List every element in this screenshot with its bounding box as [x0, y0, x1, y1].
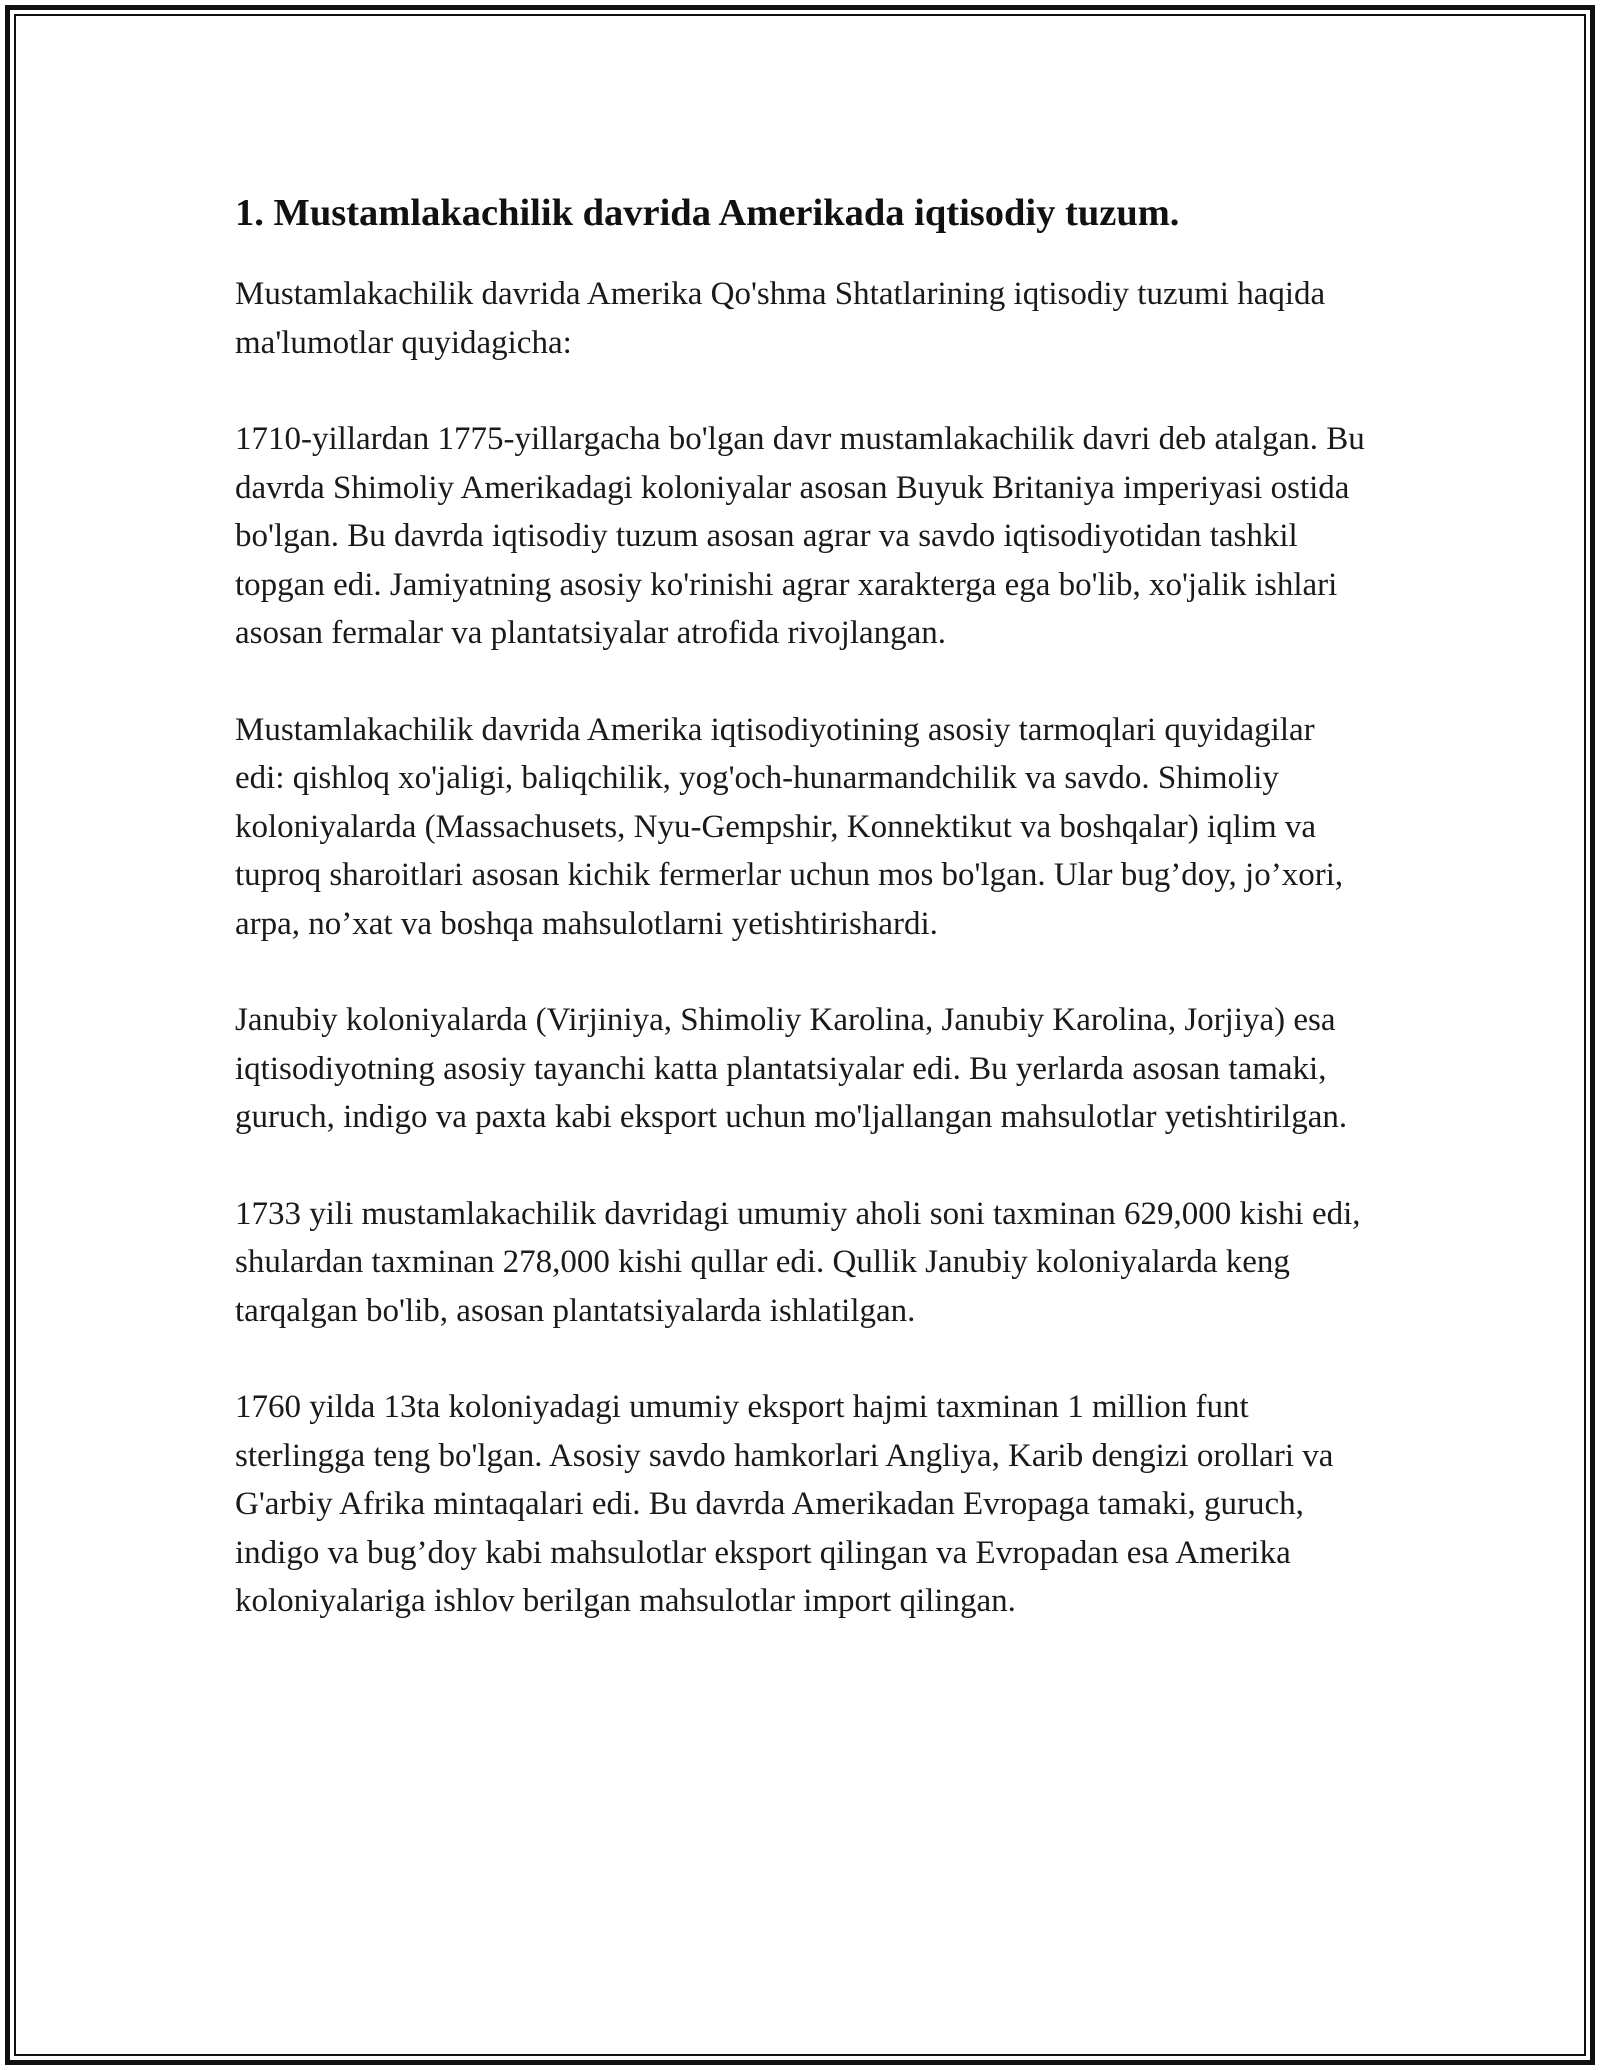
paragraph-population: 1733 yili mustamlakachilik davridagi umumiy aholi soni taxminan 629,000 kishi edi, shulardan taxminan 278,000 kishi qullar edi. Qullik Janubiy koloniyalarda keng tarqalgan bo'lib, asosan plantatsiyalarda ishlatilgan. [235, 1195, 1361, 1329]
paragraph-colonial-period: 1710-yillardan 1775-yillargacha bo'lgan davr mustamlakachilik davri deb atalgan. Bu davrda Shimoliy Amerikadagi koloniyalar asosan Buyuk Britaniya imperiyasi ostida bo'lgan. Bu davrda iqtisodiy tuzum asosan agrar va savdo iqtisodiyotidan tashkil topgan edi. Jamiyatning asosiy ko'rinishi agrar xarakterga ega bo'lib, xo'jalik ishlari asosan fermalar va plantatsiyalar atrofida rivojlangan. [235, 421, 1365, 651]
document-body [235, 188, 1365, 1626]
paragraph-intro: Mustamlakachilik davrida Amerika Qo'shma Shtatlarining iqtisodiy tuzumi haqida ma'lumotlar quyidagicha: [235, 276, 1326, 361]
paragraph-export-trade: 1760 yilda 13ta koloniyadagi umumiy eksport hajmi taxminan 1 million funt sterlingga teng bo'lgan. Asosiy savdo hamkorlari Angliya, Karib dengizi orollari va G'arbiy Afrika mintaqalari edi. Bu davrda Amerikadan Evropaga tamaki, guruch, indigo va bug’doy kabi mahsulotlar eksport qilingan va Evropadan esa Amerika koloniyalariga ishlov berilgan mahsulotlar import qilingan. [235, 1389, 1334, 1619]
paragraph-economic-sectors: Mustamlakachilik davrida Amerika iqtisodiyotining asosiy tarmoqlari quyidagilar edi: qishloq xo'jaligi, baliqchilik, yog'och-hunarmandchilik va savdo. Shimoliy koloniyalarda (Massachusets, Nyu-Gempshir, Konnektikut va boshqalar) iqlim va tuproq sharoitlari asosan kichik fermerlar uchun mos bo'lgan. Ular bug’doy, jo’xori, arpa, no’xat va boshqa mahsulotlarni yetishtirishardi. [235, 711, 1344, 942]
document-title: 1. Mustamlakachilik davrida Amerikada iqtisodiy tuzum. [235, 192, 1180, 234]
paragraph-southern-colonies: Janubiy koloniyalarda (Virjiniya, Shimoliy Karolina, Janubiy Karolina, Jorjiya) esa iqtisodiyotning asosiy tayanchi katta plantatsiyalar edi. Bu yerlarda asosan tamaki, guruch, indigo va paxta kabi eksport uchun mo'ljallangan mahsulotlar yetishtirilgan. [235, 1002, 1348, 1135]
